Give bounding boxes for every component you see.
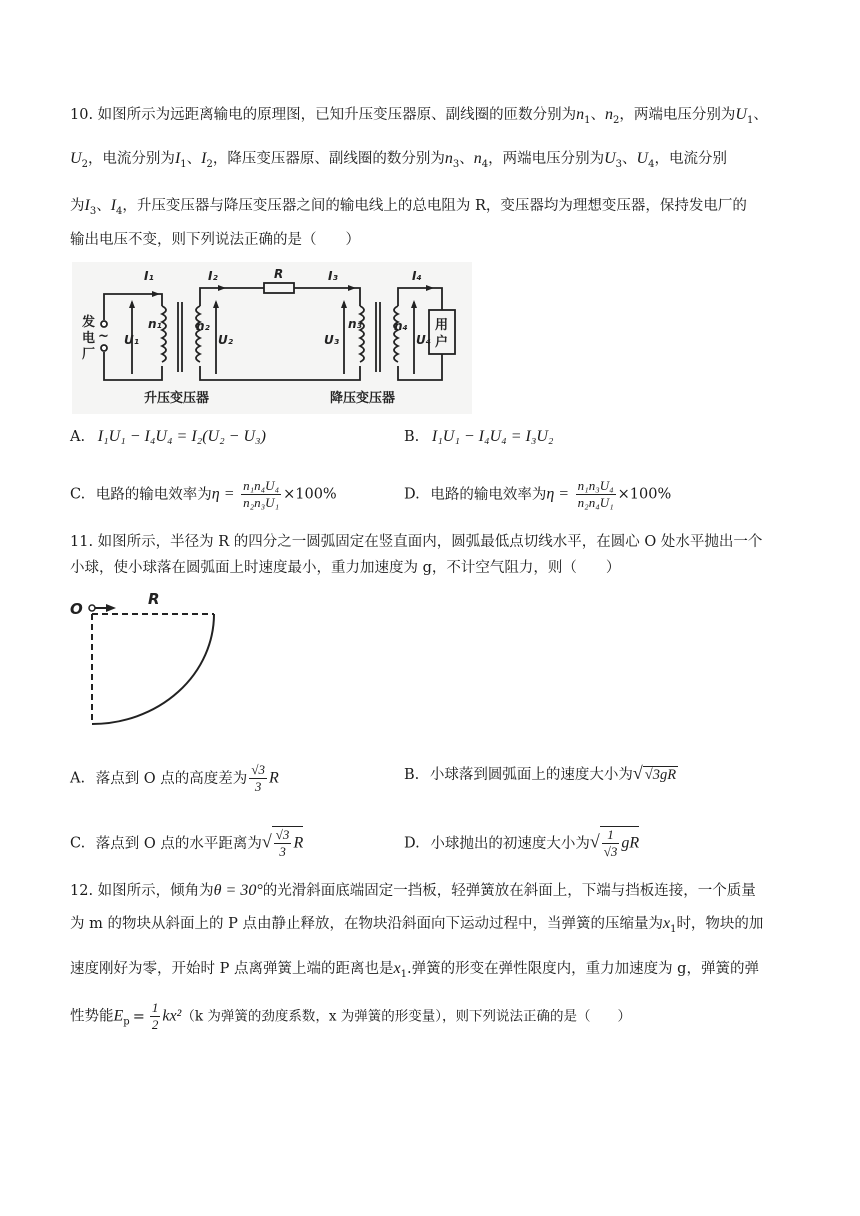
q10-text: ，电流分别为 bbox=[87, 151, 175, 167]
q10-number: 10. bbox=[70, 107, 94, 123]
equals: = bbox=[132, 1008, 145, 1025]
q11-option-c[interactable] bbox=[70, 826, 303, 860]
fraction bbox=[274, 827, 292, 860]
var-r: R bbox=[293, 834, 304, 852]
option-label: B. bbox=[404, 767, 420, 783]
fraction bbox=[150, 1000, 161, 1033]
fraction bbox=[576, 478, 616, 511]
q10-text: 如图所示为远距离输电的原理图，已知升压变压器原、副线圈的匝数分别为 bbox=[97, 107, 577, 123]
label-step-down: 降压变压器 bbox=[330, 391, 396, 406]
q11-number: 11. bbox=[70, 534, 94, 550]
var-n4: n bbox=[473, 150, 482, 167]
q12-line-2 bbox=[70, 913, 800, 941]
q11-line-1 bbox=[70, 531, 800, 553]
label-user: 用 bbox=[435, 318, 449, 333]
q10-option-d[interactable] bbox=[404, 478, 671, 511]
q12-text: 时，物块的加 bbox=[676, 916, 764, 932]
option-label: A. bbox=[70, 429, 86, 445]
q11-option-b[interactable] bbox=[404, 762, 678, 786]
label-n3: n₃ bbox=[348, 317, 362, 331]
var-I1: I bbox=[174, 150, 181, 167]
q10-line-1 bbox=[70, 104, 800, 132]
numerator: n₁n₃U₄ bbox=[577, 478, 614, 493]
q10-text: ，两端电压分别为 bbox=[488, 151, 605, 167]
q10-option-a[interactable] bbox=[70, 426, 266, 448]
option-label: C. bbox=[70, 835, 86, 852]
q10-text: ，升压变压器与降压变压器之间的输电线上的总电阻为 R，变压器均为理想变压器，保持发电厂的 bbox=[122, 198, 747, 214]
fraction bbox=[602, 827, 620, 860]
label-n2: n₂ bbox=[196, 319, 210, 333]
q10-line-3 bbox=[70, 195, 800, 223]
sqrt-sign: √ bbox=[589, 831, 600, 852]
option-text: 落点到 O 点的高度差为 bbox=[95, 770, 248, 787]
eta: η = bbox=[211, 485, 235, 503]
var-ep: E bbox=[113, 1007, 124, 1025]
sep: 、 bbox=[753, 107, 768, 123]
option-label: D. bbox=[404, 486, 420, 503]
sqrt-sign: √ bbox=[632, 763, 643, 783]
label-source: 发 bbox=[82, 315, 96, 330]
denominator: 2 bbox=[151, 1017, 159, 1032]
label-n4: n₄ bbox=[394, 319, 408, 333]
denominator: 3 bbox=[254, 779, 262, 794]
q12-text: 如图所示，倾角为 bbox=[97, 883, 214, 899]
sqrt-sign: √ bbox=[261, 831, 272, 852]
var-r: R bbox=[268, 769, 279, 787]
arrowhead bbox=[106, 604, 116, 612]
percent: ×100% bbox=[283, 486, 337, 503]
q12-line-1 bbox=[70, 880, 800, 902]
q10-line-2 bbox=[70, 148, 800, 176]
var-x1: x bbox=[393, 960, 401, 977]
q12-text: .弹簧的形变在弹性限度内，重力加速度为 g，弹簧的弹 bbox=[406, 961, 759, 977]
label-i2: I₂ bbox=[208, 269, 218, 283]
numerator: √3 bbox=[275, 827, 290, 842]
ball-point bbox=[89, 605, 95, 611]
fraction bbox=[249, 762, 267, 795]
label-i3: I₃ bbox=[328, 269, 338, 283]
fraction bbox=[241, 478, 281, 511]
q11-text: 如图所示，半径为 R 的四分之一圆弧固定在竖直面内，圆弧最低点切线水平，在圆心 O 处水平抛出一个 bbox=[97, 534, 763, 550]
var-U3: U bbox=[604, 150, 616, 167]
q11-option-d[interactable] bbox=[404, 826, 639, 860]
q11-option-a[interactable] bbox=[70, 762, 279, 795]
sep: 、 bbox=[622, 151, 637, 167]
q12-text: 的光滑斜面底端固定一挡板，轻弹簧放在斜面上，下端与挡板连接，一个质量 bbox=[262, 883, 756, 899]
label-source: 电 bbox=[82, 331, 96, 346]
q10-text: ，降压变压器原、副线圈的数分别为 bbox=[212, 151, 445, 167]
label-source: 厂 bbox=[82, 347, 96, 362]
sub: 3 bbox=[89, 205, 97, 217]
percent: ×100% bbox=[617, 486, 672, 503]
terminal bbox=[101, 321, 107, 327]
label-u4: U₄ bbox=[416, 333, 431, 347]
q10-text: 为 bbox=[70, 198, 85, 214]
label-r: R bbox=[274, 267, 284, 281]
label-u2: U₂ bbox=[218, 333, 233, 347]
q10-text: 输出电压不变，则下列说法正确的是（ ） bbox=[70, 232, 360, 248]
q11-arc-diagram bbox=[66, 590, 226, 730]
sub: 2 bbox=[81, 158, 88, 170]
sub: 1 bbox=[670, 923, 677, 935]
q12-text: 为 m 的物块从斜面上的 P 点由静止释放，在物块沿斜面向下运动过程中，当弹簧的压缩量为 bbox=[70, 916, 663, 932]
q10-text: ，电流分别 bbox=[654, 151, 727, 167]
var-I4: I bbox=[110, 197, 117, 214]
q12-number: 12. bbox=[70, 883, 94, 899]
sub: p bbox=[123, 1016, 130, 1028]
sub: 2 bbox=[206, 158, 213, 170]
ac-symbol: ~ bbox=[98, 329, 109, 344]
var-U2: U bbox=[70, 150, 82, 167]
option-text: 小球抛出的初速度大小为 bbox=[430, 835, 590, 852]
q11-text: 小球，使小球落在圆弧面上时速度最小，重力加速度为 g，不计空气阻力，则（ ） bbox=[70, 560, 621, 576]
sub: 3 bbox=[615, 158, 623, 170]
label-o: O bbox=[70, 600, 83, 618]
q10-option-c[interactable] bbox=[70, 478, 337, 511]
q12-line-4 bbox=[70, 1000, 800, 1033]
quarter-arc bbox=[92, 614, 214, 724]
denominator: n₂n₄U₁ bbox=[577, 495, 614, 510]
label-i1: I₁ bbox=[144, 269, 154, 283]
sub: 3 bbox=[452, 158, 460, 170]
terminal bbox=[101, 345, 107, 351]
sep: 、 bbox=[459, 151, 474, 167]
numerator: 1 bbox=[151, 1000, 159, 1015]
q10-option-b[interactable] bbox=[404, 426, 554, 448]
q12-text: （k 为弹簧的劲度系数，x 为弹簧的形变量），则下列说法正确的是（ ） bbox=[181, 1008, 631, 1025]
sub: 1 bbox=[584, 114, 591, 126]
q10-line-4 bbox=[70, 229, 800, 251]
var-U1: U bbox=[735, 106, 747, 123]
option-text: 小球落到圆弧面上的速度大小为 bbox=[429, 767, 633, 783]
denominator: n₂n₃U₁ bbox=[243, 495, 280, 510]
denominator: 3 bbox=[279, 844, 286, 859]
sep: 、 bbox=[96, 198, 111, 214]
q10-circuit-diagram bbox=[72, 262, 472, 414]
var-U4: U bbox=[636, 150, 649, 167]
sep: 、 bbox=[186, 151, 202, 167]
option-label: B. bbox=[404, 429, 420, 445]
var-x1: x bbox=[662, 915, 671, 932]
option-text: 落点到 O 点的水平距离为 bbox=[95, 835, 262, 852]
q12-text: 速度刚好为零，开始时 P 点离弹簧上端的距离也是 bbox=[70, 961, 394, 977]
option-text: 电路的输电效率为 bbox=[430, 486, 547, 503]
q12-text: 性势能 bbox=[70, 1008, 114, 1025]
var-n1: n bbox=[576, 106, 585, 123]
var-I3: I bbox=[84, 197, 90, 214]
var-n3: n bbox=[444, 150, 453, 167]
label-r: R bbox=[148, 590, 160, 608]
sep: 、 bbox=[590, 107, 606, 123]
radicand bbox=[272, 826, 303, 860]
label-u1: U₁ bbox=[124, 333, 139, 347]
option-formula: I₁U₁ − I₄U₄ = I₃U₂ bbox=[431, 428, 554, 445]
q11-line-2 bbox=[70, 557, 800, 579]
sub: 2 bbox=[613, 114, 620, 126]
option-text: 电路的输电效率为 bbox=[95, 486, 212, 503]
numerator: √3 bbox=[251, 762, 265, 777]
option-label: A. bbox=[70, 770, 86, 787]
numerator: 1 bbox=[602, 827, 620, 844]
sub: 1 bbox=[746, 114, 754, 126]
option-label: C. bbox=[70, 486, 86, 503]
option-formula: I₁U₁ − I₄U₄ = I₂(U₂ − U₃) bbox=[97, 428, 266, 445]
denominator: √3 bbox=[603, 844, 618, 859]
q10-text: ，两端电压分别为 bbox=[619, 107, 736, 123]
eta: η = bbox=[546, 485, 570, 503]
numerator: n₁n₄U₄ bbox=[243, 478, 280, 493]
radicand: √3gR bbox=[644, 767, 677, 783]
label-step-up: 升压变压器 bbox=[144, 391, 210, 406]
radicand bbox=[600, 826, 639, 860]
q12-line-3 bbox=[70, 958, 800, 986]
theta: θ = 30° bbox=[213, 882, 263, 899]
label-u3: U₃ bbox=[324, 333, 339, 347]
label-n1: n₁ bbox=[148, 317, 162, 331]
label-i4: I₄ bbox=[412, 269, 422, 283]
sub: 1 bbox=[180, 158, 187, 170]
var-kx2: kx² bbox=[162, 1007, 182, 1025]
sub: 4 bbox=[648, 158, 655, 170]
sub: 1 bbox=[400, 968, 407, 980]
option-label: D. bbox=[404, 835, 420, 852]
var-I2: I bbox=[201, 150, 207, 167]
label-user: 户 bbox=[435, 335, 449, 350]
var-gr: gR bbox=[621, 834, 640, 852]
sub: 4 bbox=[481, 158, 489, 170]
var-n2: n bbox=[605, 106, 614, 123]
sub: 4 bbox=[116, 205, 123, 217]
